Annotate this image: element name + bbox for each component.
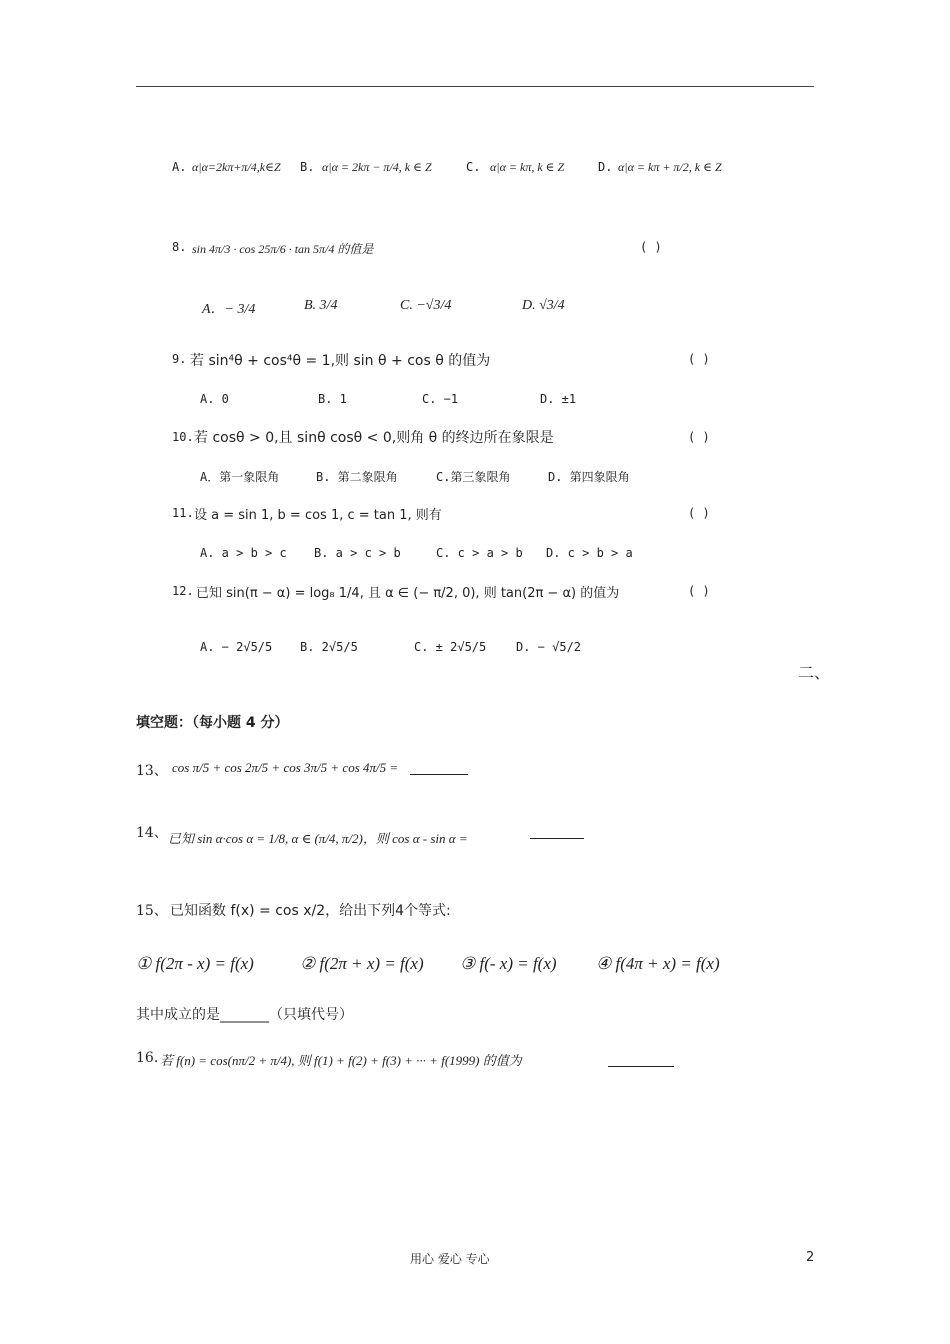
- q16-expr: 若 f(n) = cos(nπ/2 + π/4), 则 f(1) + f(2) + f(3) + ··· + f(1999) 的值为: [160, 1053, 522, 1068]
- q13-answer-blank[interactable]: [410, 774, 468, 775]
- q8-option-c: C. −√3/4: [400, 298, 452, 313]
- q8-answer-paren: ( ): [640, 240, 662, 254]
- q8-number: 8.: [172, 240, 187, 254]
- q9-option-a: A. 0: [200, 392, 229, 406]
- q10-stem: 若 cosθ > 0,且 sinθ cosθ < 0,则角 θ 的终边所在象限是: [194, 430, 554, 446]
- q16-answer-blank[interactable]: [608, 1066, 674, 1067]
- q10-answer-paren: ( ): [688, 430, 710, 444]
- page-number: 2: [806, 1250, 815, 1265]
- q13-expr: cos π/5 + cos 2π/5 + cos 3π/5 + cos 4π/5 =: [172, 760, 399, 775]
- q7-option-c-label: C.: [466, 160, 481, 174]
- q8-stem: sin 4π/3 · cos 25π/6 · tan 5π/4 的值是: [192, 242, 374, 256]
- q15-item-3: ③ f(- x) = f(x): [460, 954, 557, 973]
- q11-number: 11.: [172, 506, 194, 520]
- q10-option-a: A．第一象限角: [200, 470, 280, 484]
- q10-option-d: D. 第四象限角: [548, 470, 630, 484]
- q8-option-a: A．− 3/4: [202, 302, 256, 317]
- q9-stem: 若 sin⁴θ + cos⁴θ = 1,则 sin θ + cos θ 的值为: [190, 353, 491, 369]
- q9-option-d: D. ±1: [540, 392, 577, 406]
- q11-stem: 设 a = sin 1, b = cos 1, c = tan 1, 则有: [194, 508, 442, 523]
- q10-option-c: C.第三象限角: [436, 470, 511, 484]
- footer-motto: 用心 爱心 专心: [410, 1252, 490, 1266]
- section-title: 填空题：（每小题 4 分）: [136, 715, 289, 731]
- q7-option-d: α|α = kπ + π/2, k ∈ Z: [618, 160, 722, 174]
- q12-answer-paren: ( ): [688, 584, 710, 598]
- q15-item-4: ④ f(4π + x) = f(x): [596, 954, 720, 973]
- q7-option-b-label: B.: [300, 160, 315, 174]
- q15-item-2: ② f(2π + x) = f(x): [300, 954, 424, 973]
- q11-option-a: A. a > b > c: [200, 546, 287, 560]
- q12-option-b: B. 2√5/5: [300, 640, 358, 654]
- q11-option-c: C. c > a > b: [436, 546, 523, 560]
- q9-option-c: C. −1: [422, 392, 459, 406]
- q15-item-1: ① f(2π - x) = f(x): [136, 954, 254, 973]
- q16-number: 16.: [136, 1050, 159, 1066]
- q15-number: 15、: [136, 903, 168, 919]
- q12-number: 12.: [172, 584, 194, 598]
- q9-answer-paren: ( ): [688, 352, 710, 366]
- q11-answer-paren: ( ): [688, 506, 710, 520]
- q7-option-c: α|α = kπ, k ∈ Z: [490, 160, 565, 174]
- q12-stem: 已知 sin(π − α) = log₈ 1/4, 且 α ∈ (− π/2, 0), 则 tan(2π − α) 的值为: [196, 586, 620, 601]
- header-rule: [136, 86, 814, 87]
- q13-number: 13、: [136, 763, 168, 779]
- q11-option-b: B. a > c > b: [314, 546, 401, 560]
- q8-option-b: B. 3/4: [304, 298, 338, 313]
- q12-option-a: A. − 2√5/5: [200, 640, 273, 654]
- q7-option-d-label: D.: [598, 160, 613, 174]
- q7-option-a: α|α=2kπ+π/4,k∈Z: [192, 160, 281, 174]
- q8-option-d: D. √3/4: [522, 298, 565, 313]
- q7-option-a-label: A.: [172, 160, 187, 174]
- q12-option-d: D. − √5/2: [516, 640, 582, 654]
- q10-number: 10.: [172, 430, 194, 444]
- q14-number: 14、: [136, 825, 168, 841]
- q14-answer-blank[interactable]: [530, 838, 584, 839]
- q9-option-b: B. 1: [318, 392, 347, 406]
- q9-number: 9.: [172, 352, 187, 366]
- q7-option-b: α|α = 2kπ − π/4, k ∈ Z: [322, 160, 432, 174]
- q10-option-b: B. 第二象限角: [316, 470, 398, 484]
- q15-expr: 已知函数 f(x) = cos x/2，给出下列4个等式:: [170, 903, 451, 919]
- section-number: 二、: [798, 663, 831, 682]
- q12-option-c: C. ± 2√5/5: [414, 640, 487, 654]
- q15-ask: 其中成立的是_______（只填代号）: [136, 1007, 353, 1023]
- q14-expr: 已知 sin α·cos α = 1/8, α ∈ (π/4, π/2)，则 cos α - sin α =: [168, 831, 468, 846]
- q11-option-d: D. c > b > a: [546, 546, 633, 560]
